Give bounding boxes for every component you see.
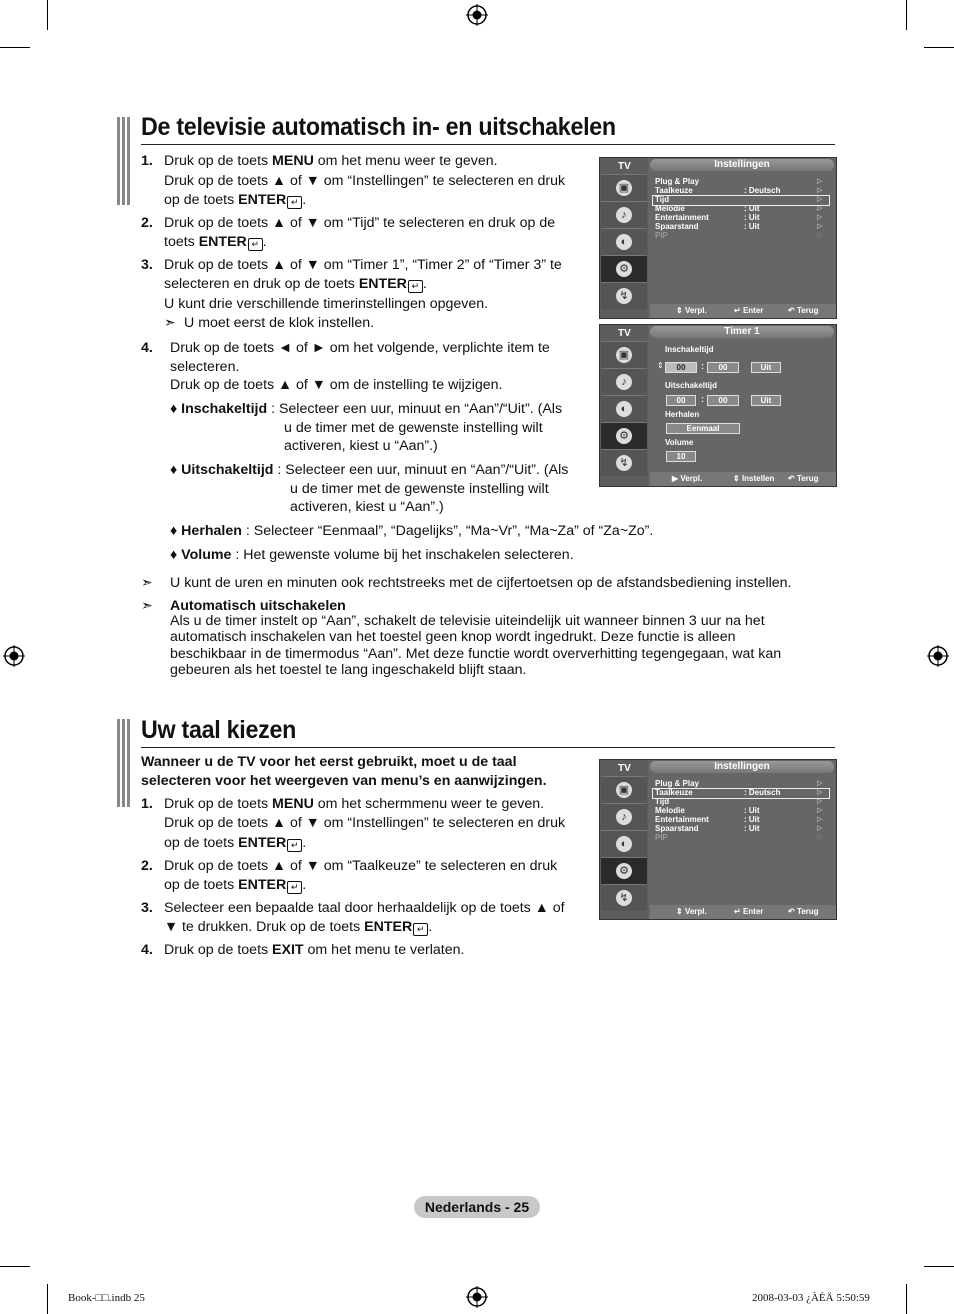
- registration-mark-icon: [466, 4, 488, 26]
- note-text: automatisch inschakelen van het toestel geen knop wordt ingedrukt. Deze functie is alleen: [170, 629, 736, 645]
- back-hint: ↶ Terug: [788, 306, 819, 315]
- enter-hint: ↵ Enter: [734, 907, 764, 916]
- input-icon[interactable]: ↯: [601, 282, 647, 309]
- bullet-text: ♦ Volume : Het gewenste volume bij het inschakelen selecteren.: [170, 547, 574, 563]
- section-title: Uw taal kiezen: [141, 716, 297, 744]
- osd-timer-menu: [599, 324, 837, 487]
- osd-menu-item[interactable]: Plug & Play: [655, 779, 700, 788]
- osd-menu-item[interactable]: Tijd: [655, 797, 670, 806]
- step-text: Druk op de toets ▲ of ▼ om “Instellingen” te selecteren en druk: [164, 815, 566, 831]
- step-text: Druk op de toets ▲ of ▼ om “Taalkeuze” te selecteren en druk: [164, 858, 558, 874]
- step-text: Druk op de toets ▲ of ▼ om “Timer 1”, “Timer 2” of “Timer 3” te: [164, 257, 562, 273]
- step-text: Druk op de toets ◄ of ► om het volgende, verplichte item te: [170, 340, 550, 356]
- note-text: Als u de timer instelt op “Aan”, schakelt de televisie uiteindelijk uit wanneer binnen 3 uur na het: [170, 613, 765, 629]
- repeat-field[interactable]: Eenmaal: [666, 423, 740, 434]
- arrow-right-icon: ▷: [817, 798, 823, 805]
- arrow-right-icon: ▷: [817, 816, 823, 823]
- osd-tv-label: TV: [618, 328, 631, 339]
- step-text: U kunt drie verschillende timerinstellingen opgeven.: [164, 296, 489, 312]
- osd-footer: [650, 472, 836, 486]
- arrow-right-icon: ▷: [817, 187, 823, 194]
- on-time-label: Inschakeltijd: [665, 345, 714, 354]
- crop-mark: [47, 0, 48, 30]
- set-hint: ⇕ Instellen: [733, 474, 775, 483]
- time-separator: :: [701, 394, 704, 404]
- osd-menu-item[interactable]: Entertainment: [655, 213, 709, 222]
- section-rule: [141, 144, 835, 145]
- section-rule: [141, 747, 835, 748]
- arrow-right-icon: ▷: [817, 834, 823, 841]
- osd-settings-menu: [599, 157, 837, 319]
- arrow-right-icon: ▷: [817, 223, 823, 230]
- osd-menu-value: : Uit: [744, 815, 760, 824]
- step-number: 1.: [141, 153, 153, 169]
- arrow-right-icon: ▷: [817, 196, 823, 203]
- volume-field[interactable]: 10: [666, 451, 696, 462]
- osd-menu-value: : Uit: [744, 213, 760, 222]
- step-text: op de toets ENTER ↵ .: [164, 192, 307, 208]
- section-bar: [117, 117, 132, 205]
- on-hour-field[interactable]: 00: [665, 362, 697, 373]
- osd-menu-value: : Uit: [744, 204, 760, 213]
- step-number: 3.: [141, 900, 153, 916]
- crop-mark: [0, 47, 30, 48]
- osd-menu-item[interactable]: Entertainment: [655, 815, 709, 824]
- arrow-right-icon: ▷: [817, 780, 823, 787]
- on-state-field[interactable]: Uit: [751, 362, 781, 373]
- channel-icon[interactable]: ◐: [601, 830, 647, 857]
- osd-menu-item[interactable]: Plug & Play: [655, 177, 700, 186]
- step-text: Selecteer een bepaalde taal door herhaaldelijk op de toets ▲ of: [164, 900, 565, 916]
- crop-mark: [0, 1266, 30, 1267]
- input-icon[interactable]: ↯: [601, 884, 647, 911]
- step-text: op de toets ENTER ↵ .: [164, 835, 307, 851]
- step-text: Druk op de toets MENU om het menu weer te geven.: [164, 153, 498, 169]
- osd-footer: [650, 905, 836, 919]
- note-arrow-icon: ➣: [141, 575, 153, 591]
- registration-mark-icon: [927, 645, 949, 667]
- bullet-text: activeren, kiest u “Aan”.): [290, 499, 444, 515]
- note-text: ➣ U kunt de uren en minuten ook rechtstreeks met de cijfertoetsen op de afstandsbediening instellen.: [141, 575, 792, 591]
- intro-text: selecteren voor het weergeven van menu’s en aanwijzingen.: [141, 773, 547, 789]
- osd-tv-label: TV: [618, 161, 631, 172]
- osd-title: Instellingen: [650, 159, 834, 171]
- crop-mark: [924, 1266, 954, 1267]
- enter-icon: ↵: [287, 196, 302, 209]
- arrow-right-icon: ▷: [817, 807, 823, 814]
- osd-title: Instellingen: [650, 761, 834, 773]
- osd-footer: [650, 304, 836, 318]
- off-time-label: Uitschakeltijd: [665, 381, 718, 390]
- step-text: ▼ te drukken. Druk op de toets ENTER ↵ .: [164, 919, 433, 935]
- note-title: ➣ Automatisch uitschakelen: [141, 598, 346, 614]
- arrow-right-icon: ▷: [817, 825, 823, 832]
- crop-mark: [906, 1284, 907, 1314]
- arrow-right-icon: ▷: [817, 205, 823, 212]
- move-hint: ▶ Verpl.: [672, 474, 703, 483]
- arrow-right-icon: ▷: [817, 232, 823, 239]
- arrow-right-icon: ▷: [817, 789, 823, 796]
- enter-icon: ↵: [413, 923, 428, 936]
- note-text: beschikbaar in de timermodus “Aan”. Met deze functie wordt oververhitting tegengegaan, wat kan: [170, 646, 782, 662]
- section-title: De televisie automatisch in- en uitschakelen: [141, 113, 616, 141]
- on-minute-field[interactable]: 00: [707, 362, 739, 373]
- move-hint: ⇕ Verpl.: [676, 306, 707, 315]
- step-text: selecteren.: [170, 359, 240, 375]
- osd-menu-value: : Deutsch: [744, 788, 781, 797]
- enter-hint: ↵ Enter: [734, 306, 764, 315]
- back-hint: ↶ Terug: [788, 907, 819, 916]
- note-arrow-icon: ➣: [164, 315, 176, 331]
- step-text: selecteren en druk op de toets ENTER ↵ .: [164, 276, 427, 292]
- osd-menu-value: : Uit: [744, 824, 760, 833]
- input-icon[interactable]: ↯: [601, 449, 647, 476]
- crop-mark: [906, 0, 907, 30]
- picture-icon[interactable]: ▣: [601, 341, 647, 368]
- osd-menu-item[interactable]: PIP: [655, 833, 668, 842]
- settings-icon[interactable]: ⚙: [601, 857, 647, 884]
- step-text: Druk op de toets ▲ of ▼ om “Tijd” te selecteren en druk op de: [164, 215, 556, 231]
- osd-menu-item[interactable]: PIP: [655, 231, 668, 240]
- settings-icon[interactable]: ⚙: [601, 422, 647, 449]
- step-number: 4.: [141, 942, 153, 958]
- arrow-right-icon: ▷: [817, 178, 823, 185]
- registration-mark-icon: [466, 1286, 488, 1308]
- bullet-text: u de timer met de gewenste instelling wilt: [290, 481, 549, 497]
- osd-menu-item[interactable]: Melodie: [655, 806, 685, 815]
- channel-icon[interactable]: ◐: [601, 395, 647, 422]
- step-text: Druk op de toets MENU om het schermmenu weer te geven.: [164, 796, 545, 812]
- step-text: Druk op de toets ▲ of ▼ om “Instellingen” te selecteren en druk: [164, 173, 566, 189]
- off-minute-field[interactable]: 00: [707, 395, 739, 406]
- registration-mark-icon: [3, 645, 25, 667]
- note-arrow-icon: ➣: [141, 598, 153, 614]
- repeat-label: Herhalen: [665, 410, 700, 419]
- osd-menu-item[interactable]: Tijd: [655, 195, 670, 204]
- off-hour-field[interactable]: 00: [666, 395, 696, 406]
- back-hint: ↶ Terug: [788, 474, 819, 483]
- bullet-text: ♦ Inschakeltijd : Selecteer een uur, minuut en “Aan”/“Uit”. (Als: [170, 401, 563, 417]
- move-hint: ⇕ Verpl.: [676, 907, 707, 916]
- sound-icon[interactable]: ♪: [601, 201, 647, 228]
- enter-icon: ↵: [287, 881, 302, 894]
- sound-icon[interactable]: ♪: [601, 368, 647, 395]
- time-separator: :: [701, 361, 704, 371]
- bullet-text: ♦ Uitschakeltijd : Selecteer een uur, minuut en “Aan”/“Uit”. (Als: [170, 462, 569, 478]
- osd-menu-value: : Uit: [744, 806, 760, 815]
- up-down-icon: ⇕: [657, 361, 664, 370]
- osd-menu-item[interactable]: Taalkeuze: [655, 788, 693, 797]
- step-number: 3.: [141, 257, 153, 273]
- note-text: ➣ U moet eerst de klok instellen.: [164, 315, 375, 331]
- step-number: 1.: [141, 796, 153, 812]
- osd-menu-item[interactable]: Spaarstand: [655, 824, 699, 833]
- off-state-field[interactable]: Uit: [751, 395, 781, 406]
- step-text: op de toets ENTER ↵ .: [164, 877, 307, 893]
- arrow-right-icon: ▷: [817, 214, 823, 221]
- picture-icon[interactable]: ▣: [601, 776, 647, 803]
- section-bar: [117, 719, 132, 807]
- enter-icon: ↵: [287, 839, 302, 852]
- osd-settings-menu: [599, 759, 837, 920]
- bullet-text: u de timer met de gewenste instelling wilt: [284, 420, 543, 436]
- enter-icon: ↵: [408, 280, 423, 293]
- settings-icon[interactable]: ⚙: [601, 255, 647, 282]
- step-text: Druk op de toets ▲ of ▼ om de instelling te wijzigen.: [170, 377, 503, 393]
- print-footer-right: 2008-03-03 ¿ÀÈÄ 5:50:59: [752, 1292, 870, 1304]
- step-number: 2.: [141, 215, 153, 231]
- osd-tv-label: TV: [618, 763, 631, 774]
- volume-label: Volume: [665, 438, 694, 447]
- step-number: 2.: [141, 858, 153, 874]
- enter-icon: ↵: [248, 238, 263, 251]
- step-text: toets ENTER ↵ .: [164, 234, 267, 250]
- osd-menu-value: : Uit: [744, 222, 760, 231]
- channel-icon[interactable]: ◐: [601, 228, 647, 255]
- note-text: gebeuren als het toestel te lang ingeschakeld blijft staan.: [170, 662, 527, 678]
- page-number-badge: Nederlands - 25: [414, 1196, 540, 1218]
- sound-icon[interactable]: ♪: [601, 803, 647, 830]
- bullet-text: ♦ Herhalen : Selecteer “Eenmaal”, “Dagelijks”, “Ma~Vr”, “Ma~Za” of “Za~Zo”.: [170, 523, 654, 539]
- step-text: Druk op de toets EXIT om het menu te verlaten.: [164, 942, 465, 958]
- bullet-text: activeren, kiest u “Aan”.): [284, 438, 438, 454]
- step-number: 4.: [141, 340, 153, 356]
- osd-menu-item[interactable]: Spaarstand: [655, 222, 699, 231]
- osd-menu-value: : Deutsch: [744, 186, 781, 195]
- crop-mark: [924, 47, 954, 48]
- picture-icon[interactable]: ▣: [601, 174, 647, 201]
- osd-menu-item[interactable]: Melodie: [655, 204, 685, 213]
- osd-menu-item[interactable]: Taalkeuze: [655, 186, 693, 195]
- crop-mark: [47, 1284, 48, 1314]
- print-footer-left: Book-□□.indb 25: [68, 1292, 145, 1304]
- intro-text: Wanneer u de TV voor het eerst gebruikt, moet u de taal: [141, 754, 517, 770]
- osd-title: Timer 1: [650, 326, 834, 338]
